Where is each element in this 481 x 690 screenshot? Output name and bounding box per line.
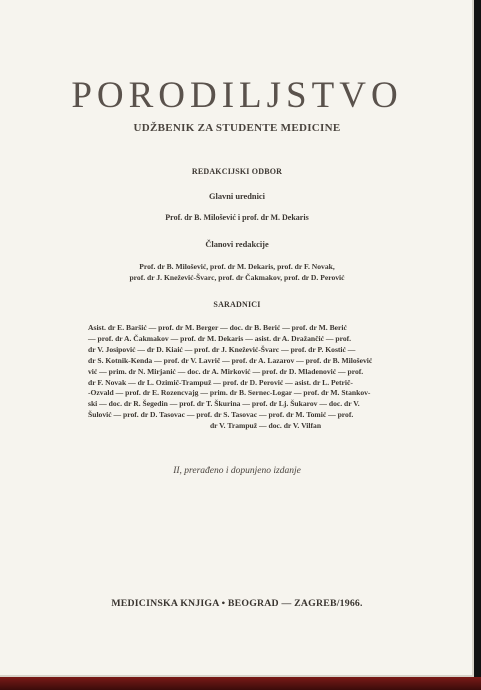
board-members-heading: Članovi redakcije xyxy=(205,240,269,249)
collaborators-list xyxy=(88,323,443,432)
collaborators-line: — prof. dr A. Čakmakov — prof. dr M. Dekaris — asist. dr A. Dražančić — prof. xyxy=(88,333,352,343)
editorial-board-heading: REDAKCIJSKI ODBOR xyxy=(191,167,283,176)
collaborators-line: Asist. dr E. Baršić — prof. dr M. Berger — doc. dr B. Berić — prof. dr M. Berić xyxy=(88,323,347,332)
collaborators-line: dr S. Kotnik-Kenda — prof. dr V. Lavrič — prof. dr A. Lazarov — prof. dr B. Milošević xyxy=(88,355,373,365)
board-members-line-1: Prof. dr B. Milošević, prof. dr M. Dekaris, prof. dr F. Novak, xyxy=(139,262,335,271)
collaborators-heading: SARADNICI xyxy=(213,300,261,309)
collaborators-line: dr F. Novak — dr L. Ozimič-Trampuž — prof. dr D. Perović — asist. dr L. Petrič- xyxy=(88,377,353,387)
collaborators-line: -Ozvald — prof. dr E. Rozencvajg — prim. dr B. Sernec-Logar — prof. dr M. Stankov- xyxy=(88,388,371,398)
scan-edge-right xyxy=(474,0,481,677)
edition-note: II, prerađeno i dopunjeno izdanje xyxy=(173,466,301,476)
chief-editors-heading: Glavni urednici xyxy=(209,192,265,201)
collaborators-line: dr V. Josipović — dr D. Kiaić — prof. dr J. Knežević-Švarc — prof. dr P. Kostić — xyxy=(88,344,356,354)
book-edge-bottom xyxy=(0,677,481,690)
collaborators-line: ski — doc. dr R. Šegedin — prof. dr T. Škurina — prof. dr Lj. Šukarov — doc. dr V. xyxy=(88,399,360,409)
collaborators-line: dr V. Trampuž — doc. dr V. Vilfan xyxy=(209,421,322,431)
book-title: PORODILJSTVO xyxy=(71,75,403,116)
publisher-imprint: MEDICINSKA KNJIGA • BEOGRAD — ZAGREB/1966. xyxy=(111,598,363,609)
book-subtitle: UDŽBENIK ZA STUDENTE MEDICINE xyxy=(133,122,341,134)
collaborators-line: vić — prim. dr N. Mirjanić — doc. dr A. Mirković — prof. dr D. Mladenović — prof. xyxy=(88,366,364,376)
chief-editors-names: Prof. dr B. Milošević i prof. dr M. Dekaris xyxy=(165,213,309,222)
collaborators-line: Šulović — prof. dr D. Tasovac — prof. dr S. Tasovac — prof. dr M. Tomić — prof. xyxy=(88,410,354,420)
board-members-line-2: prof. dr J. Knežević-Švarc, prof. dr Čakmakov, prof. dr D. Perović xyxy=(129,273,345,282)
